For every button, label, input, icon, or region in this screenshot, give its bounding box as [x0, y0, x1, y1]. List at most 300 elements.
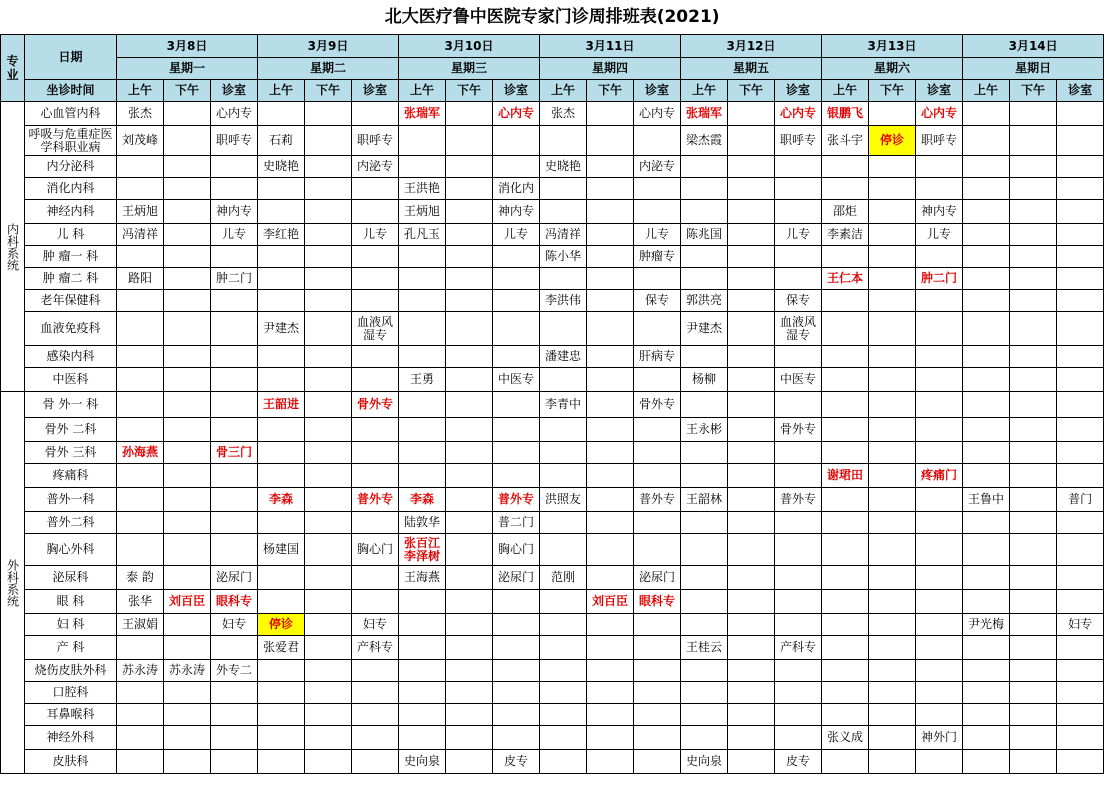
clinic-room-cell[interactable]: 骨外专: [634, 392, 681, 418]
am-doctor-cell[interactable]: 王仁本: [822, 268, 869, 290]
clinic-room-cell[interactable]: [493, 660, 540, 682]
am-doctor-cell[interactable]: [540, 126, 587, 156]
pm-doctor-cell[interactable]: [728, 590, 775, 614]
am-doctor-cell[interactable]: [117, 464, 164, 488]
pm-doctor-cell[interactable]: [869, 512, 916, 534]
am-doctor-cell[interactable]: 张爱君: [258, 636, 305, 660]
am-doctor-cell[interactable]: 谢珺田: [822, 464, 869, 488]
pm-doctor-cell[interactable]: [869, 392, 916, 418]
pm-doctor-cell[interactable]: [1010, 750, 1057, 774]
department-name[interactable]: 皮肤科: [25, 750, 117, 774]
pm-doctor-cell[interactable]: [869, 346, 916, 368]
clinic-room-cell[interactable]: [352, 682, 399, 704]
pm-doctor-cell[interactable]: [164, 566, 211, 590]
am-doctor-cell[interactable]: [117, 512, 164, 534]
pm-doctor-cell[interactable]: [305, 224, 352, 246]
clinic-room-cell[interactable]: [352, 368, 399, 392]
pm-doctor-cell[interactable]: [728, 312, 775, 346]
pm-doctor-cell[interactable]: [164, 156, 211, 178]
pm-doctor-cell[interactable]: [305, 614, 352, 636]
pm-doctor-cell[interactable]: [728, 566, 775, 590]
pm-doctor-cell[interactable]: [446, 268, 493, 290]
am-doctor-cell[interactable]: [117, 392, 164, 418]
clinic-room-cell[interactable]: 中医专: [775, 368, 822, 392]
am-doctor-cell[interactable]: [963, 156, 1010, 178]
am-doctor-cell[interactable]: [399, 442, 446, 464]
am-doctor-cell[interactable]: [258, 512, 305, 534]
pm-doctor-cell[interactable]: [1010, 726, 1057, 750]
am-doctor-cell[interactable]: [258, 442, 305, 464]
clinic-room-cell[interactable]: [211, 488, 258, 512]
pm-doctor-cell[interactable]: [728, 290, 775, 312]
clinic-room-cell[interactable]: [211, 368, 258, 392]
am-doctor-cell[interactable]: [540, 636, 587, 660]
am-doctor-cell[interactable]: [963, 126, 1010, 156]
pm-doctor-cell[interactable]: [587, 246, 634, 268]
pm-doctor-cell[interactable]: [446, 312, 493, 346]
pm-doctor-cell[interactable]: [164, 534, 211, 566]
slot-header[interactable]: 下午: [728, 80, 775, 102]
am-doctor-cell[interactable]: 张华: [117, 590, 164, 614]
pm-doctor-cell[interactable]: [869, 290, 916, 312]
clinic-room-cell[interactable]: [916, 156, 963, 178]
clinic-room-cell[interactable]: 妇专: [211, 614, 258, 636]
pm-doctor-cell[interactable]: [446, 290, 493, 312]
pm-doctor-cell[interactable]: [305, 704, 352, 726]
am-doctor-cell[interactable]: 停诊: [258, 614, 305, 636]
clinic-room-cell[interactable]: [493, 290, 540, 312]
pm-doctor-cell[interactable]: [446, 442, 493, 464]
pm-doctor-cell[interactable]: [446, 726, 493, 750]
clinic-room-cell[interactable]: [775, 464, 822, 488]
pm-doctor-cell[interactable]: [305, 418, 352, 442]
am-doctor-cell[interactable]: [258, 750, 305, 774]
clinic-room-cell[interactable]: 儿专: [211, 224, 258, 246]
am-doctor-cell[interactable]: [681, 726, 728, 750]
clinic-room-cell[interactable]: [352, 512, 399, 534]
clinic-room-cell[interactable]: [352, 346, 399, 368]
pm-doctor-cell[interactable]: [305, 464, 352, 488]
clinic-room-cell[interactable]: [211, 156, 258, 178]
clinic-room-cell[interactable]: 外专二: [211, 660, 258, 682]
department-name[interactable]: 普外一科: [25, 488, 117, 512]
am-doctor-cell[interactable]: [963, 566, 1010, 590]
clinic-room-cell[interactable]: 眼科专: [634, 590, 681, 614]
pm-doctor-cell[interactable]: [728, 726, 775, 750]
clinic-room-cell[interactable]: [352, 660, 399, 682]
pm-doctor-cell[interactable]: [869, 614, 916, 636]
pm-doctor-cell[interactable]: [869, 442, 916, 464]
clinic-room-cell[interactable]: [211, 750, 258, 774]
am-doctor-cell[interactable]: [399, 682, 446, 704]
pm-doctor-cell[interactable]: [587, 418, 634, 442]
clinic-room-cell[interactable]: [1057, 464, 1104, 488]
am-doctor-cell[interactable]: [822, 418, 869, 442]
clinic-room-cell[interactable]: 心内专: [775, 102, 822, 126]
am-doctor-cell[interactable]: 张百江李泽树: [399, 534, 446, 566]
am-doctor-cell[interactable]: [963, 660, 1010, 682]
pm-doctor-cell[interactable]: [446, 750, 493, 774]
pm-doctor-cell[interactable]: [1010, 442, 1057, 464]
pm-doctor-cell[interactable]: [869, 566, 916, 590]
department-name[interactable]: 消化内科: [25, 178, 117, 200]
pm-doctor-cell[interactable]: [728, 102, 775, 126]
am-doctor-cell[interactable]: 梁杰霞: [681, 126, 728, 156]
am-doctor-cell[interactable]: [681, 442, 728, 464]
pm-doctor-cell[interactable]: [305, 346, 352, 368]
day-weekday[interactable]: 星期日: [963, 58, 1104, 80]
pm-doctor-cell[interactable]: [305, 726, 352, 750]
am-doctor-cell[interactable]: 王鲁中: [963, 488, 1010, 512]
day-date[interactable]: 3月13日: [822, 35, 963, 58]
slot-header[interactable]: 诊室: [916, 80, 963, 102]
am-doctor-cell[interactable]: 杨柳: [681, 368, 728, 392]
time-header[interactable]: 坐诊时间: [25, 80, 117, 102]
am-doctor-cell[interactable]: [540, 512, 587, 534]
pm-doctor-cell[interactable]: [446, 392, 493, 418]
pm-doctor-cell[interactable]: [1010, 682, 1057, 704]
day-date[interactable]: 3月12日: [681, 35, 822, 58]
pm-doctor-cell[interactable]: [587, 682, 634, 704]
am-doctor-cell[interactable]: [540, 268, 587, 290]
pm-doctor-cell[interactable]: [446, 636, 493, 660]
clinic-room-cell[interactable]: [916, 290, 963, 312]
clinic-room-cell[interactable]: [634, 418, 681, 442]
pm-doctor-cell[interactable]: [1010, 590, 1057, 614]
pm-doctor-cell[interactable]: [587, 726, 634, 750]
am-doctor-cell[interactable]: 郭洪亮: [681, 290, 728, 312]
am-doctor-cell[interactable]: 尹光梅: [963, 614, 1010, 636]
day-weekday[interactable]: 星期六: [822, 58, 963, 80]
pm-doctor-cell[interactable]: [1010, 636, 1057, 660]
am-doctor-cell[interactable]: 苏永涛: [117, 660, 164, 682]
clinic-room-cell[interactable]: [916, 614, 963, 636]
am-doctor-cell[interactable]: 陆敦华: [399, 512, 446, 534]
clinic-room-cell[interactable]: [1057, 660, 1104, 682]
am-doctor-cell[interactable]: 范刚: [540, 566, 587, 590]
pm-doctor-cell[interactable]: [446, 590, 493, 614]
am-doctor-cell[interactable]: 杨建国: [258, 534, 305, 566]
am-doctor-cell[interactable]: [258, 178, 305, 200]
am-doctor-cell[interactable]: [822, 534, 869, 566]
clinic-room-cell[interactable]: [634, 636, 681, 660]
pm-doctor-cell[interactable]: [164, 418, 211, 442]
pm-doctor-cell[interactable]: [446, 368, 493, 392]
clinic-room-cell[interactable]: [1057, 178, 1104, 200]
am-doctor-cell[interactable]: [399, 704, 446, 726]
clinic-room-cell[interactable]: 心内专: [634, 102, 681, 126]
am-doctor-cell[interactable]: [540, 590, 587, 614]
am-doctor-cell[interactable]: 张瑞军: [399, 102, 446, 126]
clinic-room-cell[interactable]: 消化内: [493, 178, 540, 200]
clinic-room-cell[interactable]: [352, 726, 399, 750]
department-name[interactable]: 泌尿科: [25, 566, 117, 590]
pm-doctor-cell[interactable]: [164, 246, 211, 268]
pm-doctor-cell[interactable]: [728, 682, 775, 704]
clinic-room-cell[interactable]: [1057, 200, 1104, 224]
pm-doctor-cell[interactable]: [728, 534, 775, 566]
clinic-room-cell[interactable]: [493, 636, 540, 660]
clinic-room-cell[interactable]: 神内专: [211, 200, 258, 224]
am-doctor-cell[interactable]: [540, 704, 587, 726]
am-doctor-cell[interactable]: [822, 156, 869, 178]
pm-doctor-cell[interactable]: [587, 126, 634, 156]
am-doctor-cell[interactable]: [117, 290, 164, 312]
clinic-room-cell[interactable]: [916, 488, 963, 512]
pm-doctor-cell[interactable]: [1010, 392, 1057, 418]
clinic-room-cell[interactable]: [775, 200, 822, 224]
pm-doctor-cell[interactable]: [305, 566, 352, 590]
clinic-room-cell[interactable]: 肿二门: [211, 268, 258, 290]
pm-doctor-cell[interactable]: [1010, 126, 1057, 156]
pm-doctor-cell[interactable]: [1010, 178, 1057, 200]
pm-doctor-cell[interactable]: [164, 464, 211, 488]
am-doctor-cell[interactable]: [258, 682, 305, 704]
clinic-room-cell[interactable]: [1057, 512, 1104, 534]
clinic-room-cell[interactable]: [775, 512, 822, 534]
am-doctor-cell[interactable]: 洪照友: [540, 488, 587, 512]
pm-doctor-cell[interactable]: [587, 464, 634, 488]
day-date[interactable]: 3月9日: [258, 35, 399, 58]
am-doctor-cell[interactable]: [963, 418, 1010, 442]
slot-header[interactable]: 下午: [305, 80, 352, 102]
clinic-room-cell[interactable]: [1057, 682, 1104, 704]
department-name[interactable]: 神经内科: [25, 200, 117, 224]
clinic-room-cell[interactable]: [352, 102, 399, 126]
clinic-room-cell[interactable]: [775, 660, 822, 682]
am-doctor-cell[interactable]: [822, 590, 869, 614]
slot-header[interactable]: 诊室: [211, 80, 258, 102]
am-doctor-cell[interactable]: [258, 464, 305, 488]
pm-doctor-cell[interactable]: [869, 102, 916, 126]
am-doctor-cell[interactable]: [540, 726, 587, 750]
department-name[interactable]: 骨外 二科: [25, 418, 117, 442]
clinic-room-cell[interactable]: [1057, 102, 1104, 126]
pm-doctor-cell[interactable]: [446, 704, 493, 726]
clinic-room-cell[interactable]: [352, 268, 399, 290]
pm-doctor-cell[interactable]: [728, 224, 775, 246]
clinic-room-cell[interactable]: [493, 464, 540, 488]
clinic-room-cell[interactable]: [916, 246, 963, 268]
am-doctor-cell[interactable]: [540, 682, 587, 704]
pm-doctor-cell[interactable]: [587, 290, 634, 312]
clinic-room-cell[interactable]: 保专: [634, 290, 681, 312]
am-doctor-cell[interactable]: [117, 534, 164, 566]
am-doctor-cell[interactable]: 李森: [258, 488, 305, 512]
am-doctor-cell[interactable]: [681, 534, 728, 566]
pm-doctor-cell[interactable]: [164, 102, 211, 126]
clinic-room-cell[interactable]: [775, 268, 822, 290]
am-doctor-cell[interactable]: [681, 660, 728, 682]
pm-doctor-cell[interactable]: [305, 156, 352, 178]
clinic-room-cell[interactable]: [916, 566, 963, 590]
am-doctor-cell[interactable]: [399, 346, 446, 368]
am-doctor-cell[interactable]: [822, 346, 869, 368]
pm-doctor-cell[interactable]: [587, 534, 634, 566]
clinic-room-cell[interactable]: 泌尿门: [493, 566, 540, 590]
am-doctor-cell[interactable]: [540, 750, 587, 774]
slot-header[interactable]: 上午: [117, 80, 164, 102]
pm-doctor-cell[interactable]: [587, 156, 634, 178]
day-weekday[interactable]: 星期三: [399, 58, 540, 80]
am-doctor-cell[interactable]: [540, 534, 587, 566]
pm-doctor-cell[interactable]: [869, 704, 916, 726]
clinic-room-cell[interactable]: 内泌专: [634, 156, 681, 178]
clinic-room-cell[interactable]: 产科专: [775, 636, 822, 660]
clinic-room-cell[interactable]: [775, 534, 822, 566]
clinic-room-cell[interactable]: [634, 704, 681, 726]
clinic-room-cell[interactable]: [634, 268, 681, 290]
am-doctor-cell[interactable]: 王韶进: [258, 392, 305, 418]
am-doctor-cell[interactable]: 张瑞军: [681, 102, 728, 126]
pm-doctor-cell[interactable]: [1010, 268, 1057, 290]
am-doctor-cell[interactable]: [963, 442, 1010, 464]
pm-doctor-cell[interactable]: [446, 682, 493, 704]
department-name[interactable]: 神经外科: [25, 726, 117, 750]
am-doctor-cell[interactable]: [540, 312, 587, 346]
clinic-room-cell[interactable]: 血液风湿专: [775, 312, 822, 346]
clinic-room-cell[interactable]: 职呼专: [211, 126, 258, 156]
slot-header[interactable]: 下午: [587, 80, 634, 102]
clinic-room-cell[interactable]: [634, 512, 681, 534]
clinic-room-cell[interactable]: [493, 704, 540, 726]
am-doctor-cell[interactable]: [540, 614, 587, 636]
pm-doctor-cell[interactable]: [1010, 488, 1057, 512]
pm-doctor-cell[interactable]: [869, 534, 916, 566]
am-doctor-cell[interactable]: [117, 178, 164, 200]
department-name[interactable]: 儿 科: [25, 224, 117, 246]
pm-doctor-cell[interactable]: [164, 178, 211, 200]
am-doctor-cell[interactable]: [822, 246, 869, 268]
clinic-room-cell[interactable]: [211, 464, 258, 488]
clinic-room-cell[interactable]: [1057, 392, 1104, 418]
clinic-room-cell[interactable]: [775, 566, 822, 590]
clinic-room-cell[interactable]: [916, 346, 963, 368]
pm-doctor-cell[interactable]: [728, 156, 775, 178]
clinic-room-cell[interactable]: 普二门: [493, 512, 540, 534]
slot-header[interactable]: 诊室: [493, 80, 540, 102]
clinic-room-cell[interactable]: [1057, 726, 1104, 750]
am-doctor-cell[interactable]: [399, 246, 446, 268]
clinic-room-cell[interactable]: [1057, 126, 1104, 156]
specialty-header[interactable]: 专业: [1, 35, 25, 102]
day-weekday[interactable]: 星期二: [258, 58, 399, 80]
pm-doctor-cell[interactable]: [728, 704, 775, 726]
pm-doctor-cell[interactable]: [164, 346, 211, 368]
pm-doctor-cell[interactable]: [869, 418, 916, 442]
clinic-room-cell[interactable]: [916, 418, 963, 442]
am-doctor-cell[interactable]: [963, 102, 1010, 126]
pm-doctor-cell[interactable]: [728, 614, 775, 636]
am-doctor-cell[interactable]: [963, 268, 1010, 290]
clinic-room-cell[interactable]: [1057, 368, 1104, 392]
am-doctor-cell[interactable]: [399, 418, 446, 442]
pm-doctor-cell[interactable]: [1010, 290, 1057, 312]
clinic-room-cell[interactable]: [1057, 418, 1104, 442]
pm-doctor-cell[interactable]: [305, 750, 352, 774]
am-doctor-cell[interactable]: [963, 224, 1010, 246]
department-name[interactable]: 肿 瘤二 科: [25, 268, 117, 290]
am-doctor-cell[interactable]: [963, 464, 1010, 488]
am-doctor-cell[interactable]: [117, 346, 164, 368]
pm-doctor-cell[interactable]: [1010, 246, 1057, 268]
clinic-room-cell[interactable]: [634, 178, 681, 200]
system-group-label[interactable]: 外科系统: [1, 392, 25, 774]
department-name[interactable]: 产 科: [25, 636, 117, 660]
pm-doctor-cell[interactable]: [587, 704, 634, 726]
clinic-room-cell[interactable]: 皮专: [493, 750, 540, 774]
clinic-room-cell[interactable]: [916, 392, 963, 418]
clinic-room-cell[interactable]: [211, 534, 258, 566]
clinic-room-cell[interactable]: [916, 704, 963, 726]
am-doctor-cell[interactable]: [681, 682, 728, 704]
am-doctor-cell[interactable]: [681, 200, 728, 224]
pm-doctor-cell[interactable]: [1010, 224, 1057, 246]
am-doctor-cell[interactable]: [258, 418, 305, 442]
am-doctor-cell[interactable]: [117, 488, 164, 512]
clinic-room-cell[interactable]: [211, 418, 258, 442]
pm-doctor-cell[interactable]: [446, 512, 493, 534]
clinic-room-cell[interactable]: [634, 726, 681, 750]
pm-doctor-cell[interactable]: [446, 102, 493, 126]
date-header[interactable]: 日期: [25, 35, 117, 80]
am-doctor-cell[interactable]: [822, 392, 869, 418]
pm-doctor-cell[interactable]: [164, 704, 211, 726]
slot-header[interactable]: 诊室: [352, 80, 399, 102]
clinic-room-cell[interactable]: [493, 590, 540, 614]
am-doctor-cell[interactable]: [258, 566, 305, 590]
am-doctor-cell[interactable]: [258, 660, 305, 682]
am-doctor-cell[interactable]: [963, 726, 1010, 750]
slot-header[interactable]: 诊室: [634, 80, 681, 102]
am-doctor-cell[interactable]: [963, 392, 1010, 418]
am-doctor-cell[interactable]: 史晓艳: [540, 156, 587, 178]
clinic-room-cell[interactable]: 内泌专: [352, 156, 399, 178]
department-name[interactable]: 内分泌科: [25, 156, 117, 178]
pm-doctor-cell[interactable]: [728, 246, 775, 268]
pm-doctor-cell[interactable]: [587, 102, 634, 126]
am-doctor-cell[interactable]: [117, 312, 164, 346]
clinic-room-cell[interactable]: [493, 246, 540, 268]
am-doctor-cell[interactable]: [540, 418, 587, 442]
clinic-room-cell[interactable]: [352, 290, 399, 312]
pm-doctor-cell[interactable]: [869, 750, 916, 774]
pm-doctor-cell[interactable]: [587, 442, 634, 464]
department-name[interactable]: 口腔科: [25, 682, 117, 704]
am-doctor-cell[interactable]: 邵炬: [822, 200, 869, 224]
clinic-room-cell[interactable]: 儿专: [634, 224, 681, 246]
clinic-room-cell[interactable]: [493, 682, 540, 704]
am-doctor-cell[interactable]: 陈小华: [540, 246, 587, 268]
pm-doctor-cell[interactable]: [446, 488, 493, 512]
pm-doctor-cell[interactable]: [1010, 102, 1057, 126]
clinic-room-cell[interactable]: [1057, 750, 1104, 774]
pm-doctor-cell[interactable]: [305, 102, 352, 126]
slot-header[interactable]: 下午: [869, 80, 916, 102]
am-doctor-cell[interactable]: [681, 590, 728, 614]
pm-doctor-cell[interactable]: [164, 442, 211, 464]
clinic-room-cell[interactable]: 普外专: [634, 488, 681, 512]
clinic-room-cell[interactable]: 职呼专: [775, 126, 822, 156]
am-doctor-cell[interactable]: [681, 704, 728, 726]
pm-doctor-cell[interactable]: [728, 488, 775, 512]
am-doctor-cell[interactable]: [117, 636, 164, 660]
clinic-room-cell[interactable]: [1057, 268, 1104, 290]
pm-doctor-cell[interactable]: [728, 200, 775, 224]
am-doctor-cell[interactable]: 王淑娟: [117, 614, 164, 636]
clinic-room-cell[interactable]: [775, 392, 822, 418]
clinic-room-cell[interactable]: 胸心门: [493, 534, 540, 566]
